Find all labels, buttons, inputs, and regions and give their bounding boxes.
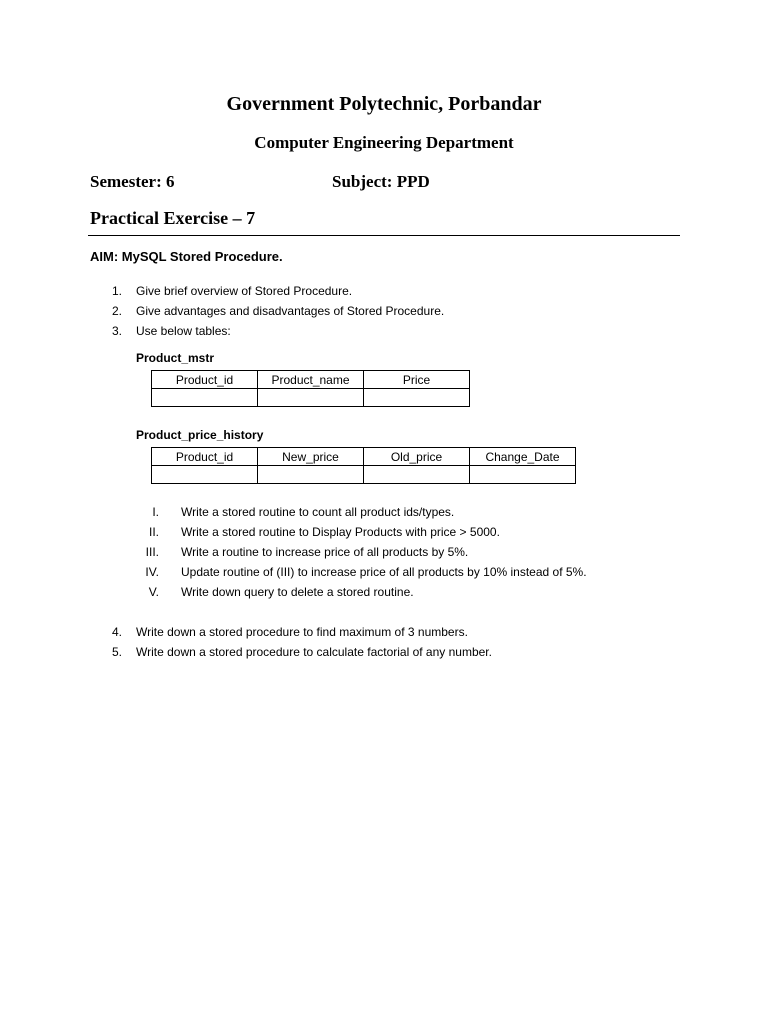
list-number: 1. (112, 284, 123, 298)
list-number: 5. (112, 645, 123, 659)
subject-label: Subject: PPD (332, 172, 430, 191)
list-number: 2. (112, 304, 123, 318)
table-row (152, 466, 576, 484)
roman-number: III. (145, 545, 159, 559)
list-text: Give advantages and disadvantages of Stored Procedure. (136, 304, 445, 318)
list-text: Write down a stored procedure to find maximum of 3 numbers. (136, 625, 468, 639)
column-header: Price (364, 371, 470, 389)
column-header: Product_id (152, 371, 258, 389)
semester-label: Semester: 6 (90, 172, 175, 191)
product-mstr-table (151, 370, 470, 407)
roman-number: II. (148, 525, 159, 539)
column-header: Old_price (364, 448, 470, 466)
table-cell (258, 389, 364, 407)
list-number: 4. (112, 625, 123, 639)
table-cell (364, 389, 470, 407)
sub-list-text: Write a stored routine to count all product ids/types. (181, 505, 455, 519)
table-cell (470, 466, 576, 484)
column-header: Product_id (152, 448, 258, 466)
sub-list-text: Update routine of (III) to increase price of all products by 10% instead of 5%. (181, 565, 587, 579)
aim-line: AIM: MySQL Stored Procedure. (90, 249, 283, 264)
sub-list-text: Write down query to delete a stored routine. (181, 585, 414, 599)
list-text: Write down a stored procedure to calculate factorial of any number. (136, 645, 492, 659)
roman-number: V. (148, 585, 159, 599)
sub-list-text: Write a routine to increase price of all products by 5%. (181, 545, 469, 559)
list-text: Use below tables: (136, 324, 231, 338)
divider (88, 235, 680, 236)
department-title: Computer Engineering Department (254, 133, 514, 152)
table-cell (258, 466, 364, 484)
institute-title: Government Polytechnic, Porbandar (226, 93, 542, 115)
list-text: Give brief overview of Stored Procedure. (136, 284, 353, 298)
table-caption-product-price-history: Product_price_history (136, 428, 264, 442)
roman-number: IV. (145, 565, 159, 579)
column-header: Product_name (258, 371, 364, 389)
table-cell (152, 466, 258, 484)
column-header: Change_Date (470, 448, 576, 466)
product-price-history-table (151, 447, 576, 484)
table-cell (152, 389, 258, 407)
column-header: New_price (258, 448, 364, 466)
table-header-row (152, 371, 470, 389)
table-row (152, 389, 470, 407)
table-cell (364, 466, 470, 484)
roman-number: I. (152, 505, 159, 519)
list-number: 3. (112, 324, 123, 338)
table-caption-product-mstr: Product_mstr (136, 351, 215, 365)
exercise-heading: Practical Exercise – 7 (90, 208, 256, 228)
table-header-row (152, 448, 576, 466)
sub-list-text: Write a stored routine to Display Products with price > 5000. (181, 525, 500, 539)
